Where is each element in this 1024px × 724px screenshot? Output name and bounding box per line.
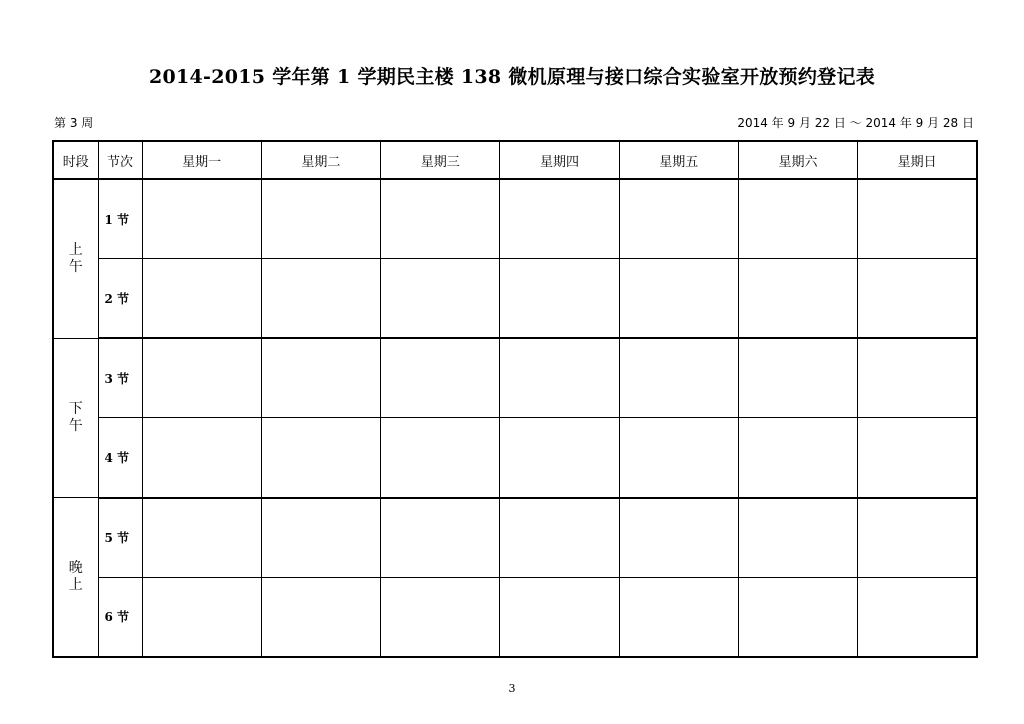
booking-cell[interactable]: [738, 179, 857, 259]
booking-cell[interactable]: [261, 418, 380, 498]
page-number: 3: [508, 682, 516, 695]
booking-cell[interactable]: [858, 577, 977, 657]
booking-cell[interactable]: [142, 577, 261, 657]
session-label: 5 节: [98, 498, 142, 578]
booking-cell[interactable]: [858, 418, 977, 498]
reservation-table: [52, 140, 978, 658]
table-row: [53, 577, 977, 657]
booking-cell[interactable]: [261, 498, 380, 578]
date-range: 2014 年 9 月 22 日 ～ 2014 年 9 月 28 日: [737, 116, 974, 130]
session-label: 2 节: [98, 259, 142, 339]
table-row: [53, 498, 977, 578]
period-afternoon: [53, 338, 98, 497]
booking-cell[interactable]: [500, 259, 619, 339]
table-row: [53, 179, 977, 259]
header-monday: 星期一: [142, 141, 261, 179]
booking-cell[interactable]: [500, 498, 619, 578]
booking-cell[interactable]: [381, 577, 500, 657]
booking-cell[interactable]: [500, 338, 619, 418]
table-row: [53, 259, 977, 339]
table-row: [53, 418, 977, 498]
booking-cell[interactable]: [142, 338, 261, 418]
period-morning: [53, 179, 98, 338]
booking-cell[interactable]: [381, 418, 500, 498]
booking-cell[interactable]: [619, 259, 738, 339]
period-label: 上午: [68, 241, 83, 275]
booking-cell[interactable]: [500, 577, 619, 657]
header-thursday: 星期四: [500, 141, 619, 179]
week-label: 第 3 周: [54, 116, 94, 130]
header-saturday: 星期六: [738, 141, 857, 179]
header-row: [53, 141, 977, 179]
header-friday: 星期五: [619, 141, 738, 179]
table-body: [53, 179, 977, 657]
booking-cell[interactable]: [619, 179, 738, 259]
session-label: 3 节: [98, 338, 142, 418]
booking-cell[interactable]: [500, 179, 619, 259]
booking-cell[interactable]: [619, 498, 738, 578]
booking-cell[interactable]: [261, 179, 380, 259]
booking-cell[interactable]: [858, 179, 977, 259]
booking-cell[interactable]: [738, 577, 857, 657]
period-label: 下午: [68, 400, 83, 434]
booking-cell[interactable]: [858, 259, 977, 339]
booking-cell[interactable]: [381, 179, 500, 259]
booking-cell[interactable]: [858, 338, 977, 418]
session-label: 1 节: [98, 179, 142, 259]
booking-cell[interactable]: [738, 498, 857, 578]
session-label: 6 节: [98, 577, 142, 657]
period-evening: [53, 498, 98, 657]
booking-cell[interactable]: [381, 259, 500, 339]
session-label: 4 节: [98, 418, 142, 498]
header-sunday: 星期日: [858, 141, 977, 179]
booking-cell[interactable]: [738, 259, 857, 339]
booking-cell[interactable]: [858, 498, 977, 578]
header-period: 时段: [53, 141, 98, 179]
table-header: [53, 141, 977, 179]
header-tuesday: 星期二: [261, 141, 380, 179]
booking-cell[interactable]: [142, 259, 261, 339]
booking-cell[interactable]: [738, 338, 857, 418]
booking-cell[interactable]: [381, 338, 500, 418]
table-row: [53, 338, 977, 418]
booking-cell[interactable]: [261, 338, 380, 418]
booking-cell[interactable]: [619, 418, 738, 498]
booking-cell[interactable]: [142, 418, 261, 498]
header-session: 节次: [98, 141, 142, 179]
booking-cell[interactable]: [738, 418, 857, 498]
period-label: 晚上: [68, 560, 83, 594]
booking-cell[interactable]: [142, 179, 261, 259]
booking-cell[interactable]: [619, 338, 738, 418]
booking-cell[interactable]: [500, 418, 619, 498]
booking-cell[interactable]: [261, 577, 380, 657]
header-wednesday: 星期三: [381, 141, 500, 179]
booking-cell[interactable]: [142, 498, 261, 578]
booking-cell[interactable]: [261, 259, 380, 339]
document-title: 2014-2015 学年第 1 学期民主楼 138 微机原理与接口综合实验室开放预约登记表: [148, 66, 876, 88]
booking-cell[interactable]: [381, 498, 500, 578]
booking-cell[interactable]: [619, 577, 738, 657]
